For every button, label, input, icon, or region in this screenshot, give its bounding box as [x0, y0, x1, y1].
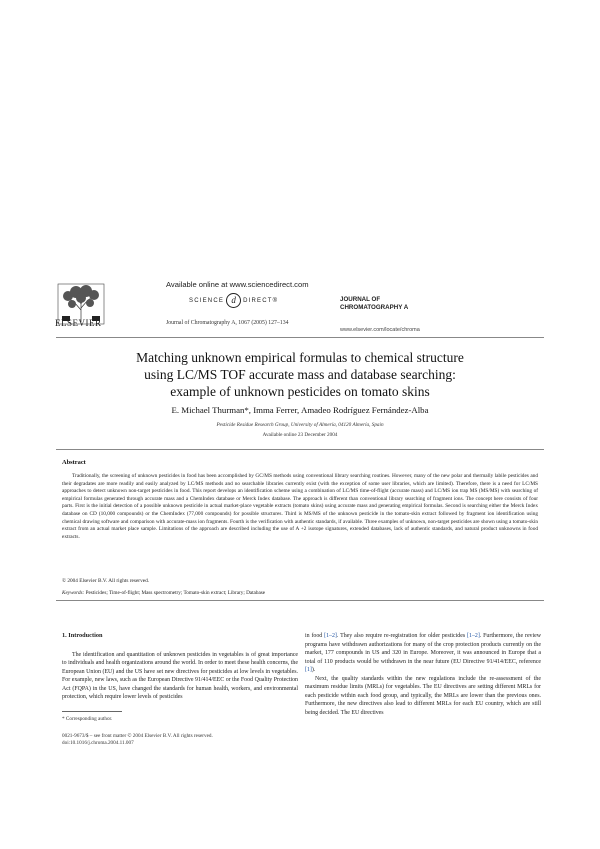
elsevier-wordmark: ELSEVIER: [55, 318, 102, 328]
corresponding-author-footnote: * Corresponding author.: [62, 716, 113, 722]
journal-name-line2: CHROMATOGRAPHY A: [340, 304, 409, 311]
keywords-label: Keywords:: [62, 590, 85, 596]
journal-url: www.elsevier.com/locate/chroma: [340, 327, 420, 333]
keywords-line: [62, 590, 265, 596]
sciencedirect-mark-icon: d: [226, 293, 241, 308]
abstract-text: Traditionally, the screening of unknown pesticides in food has been accomplished by GC/MS methods using conventional library searching routines. However, many of the new polar and thermally labile pesticides and their degradates are more readily and easily analyzed by LC/MS methods and no searchable libraries currently exist (with the exception of some user libraries, which are limited). Therefore, there is a need for LC/MS approaches to detect unknown non-target pesticides in food. This report develops an identification scheme using a combination of LC/MS time-of-flight (accurate mass) and LC/MS ion trap MS (MS/MS) with searching of empirical formulas generated through accurate mass and a ChemIndex database or Merck Index database. The approach is different than conventional library searching of fragment ions. The concept here consists of four parts. First is the initial detection of a possible unknown pesticide in actual market-place vegetable extracts (tomato skins) using accurate mass and generating empirical formulas. Second is searching either the Merck Index database on CD (10,000 compounds) or the ChemIndex (77,000 compounds) for possible structures. Third is MS/MS of the unknown pesticide in the tomato-skin extract followed by fragment ion identification using chemical drawing software and comparison with accurate-mass ion fragments. Fourth is the verification with authentic standards, if available. Three examples of unknown, non-target pesticides are shown using a tomato-skin extract from an actual market place sample. Limitations of the approach are described including the use of A +2 isotope signatures, extended databases, lack of authentic standards, and natural product unknowns in food extracts.: [62, 473, 538, 540]
doi-line: doi:10.1016/j.chroma.2004.11.007: [62, 740, 134, 746]
footnote-divider: [62, 711, 122, 712]
journal-name-line1: JOURNAL OF: [340, 296, 381, 303]
journal-name: [340, 296, 408, 312]
abstract-copyright: © 2004 Elsevier B.V. All rights reserved.: [62, 578, 150, 584]
sciencedirect-left: SCIENCE: [189, 297, 225, 304]
front-matter-line: 0021-9673/$ – see front matter © 2004 Elsevier B.V. All rights reserved.: [62, 733, 213, 739]
available-online-date: Available online 23 December 2004: [262, 432, 338, 438]
reference-link[interactable]: [1]: [305, 667, 312, 673]
abstract-body: [62, 473, 538, 541]
intro-paragraph-1-cont: [305, 632, 541, 675]
author-list: E. Michael Thurman*, Imma Ferrer, Amadeo Rodríguez Fernández-Alba: [171, 405, 429, 415]
sciencedirect-right: DIRECT®: [243, 297, 279, 304]
available-online-text: Available online at www.sciencedirect.com: [166, 280, 309, 289]
journal-citation: Journal of Chromatography A, 1067 (2005) 127–134: [166, 320, 289, 326]
body-column-right: [305, 632, 541, 717]
title-line-2: using LC/MS TOF accurate mass and database searching:: [144, 367, 456, 382]
reference-link[interactable]: [1–2]: [467, 633, 480, 639]
intro-paragraph-1: The identification and quantitation of unknown pesticides in vegetables is of great importance to individuals and health organizations around the world. In order to meet these health concerns, the European Union (EU) and the US have set new directives for pesticides at low levels in vegetables. For example, new laws, such as the European Directive 91/414/EEC or the Food Quality Protection Act (FQPA) in the US, have changed the standards for human health, workers, and environmental protection, which require lower levels of pesticides: [62, 651, 298, 700]
keywords-list: Pesticides; Time-of-flight; Mass spectrometry; Tomato-skin extract; Library; Database: [85, 590, 266, 596]
intro-paragraph-2: Next, the quality standards within the new regulations include the re-assessment of the maximum residue limits (MRLs) for vegetables. The EU directives are setting different MRLs for each pesticide within each food group, and typically, the MRLs are lower than the previous ones. Furthermore, the new directives also lead to different MRLs for each EU country, which are still being decided. The EU directives: [305, 675, 541, 716]
reference-link[interactable]: [1–2]: [324, 633, 337, 639]
para-text: ).: [311, 667, 316, 673]
affiliation: Pesticide Residue Research Group, University of Almería, 04120 Almería, Spain: [216, 422, 384, 428]
publication-info: [62, 733, 213, 747]
para-text: . They also require re-registration for older pesticides: [336, 633, 468, 639]
title-line-3: example of unknown pesticides on tomato skins: [170, 384, 430, 399]
body-column-left: [62, 632, 298, 702]
header-divider: [56, 337, 544, 338]
sciencedirect-logo: [189, 293, 278, 308]
abstract-bottom-divider: [56, 600, 544, 601]
section-heading: 1. Introduction: [62, 632, 103, 639]
abstract-top-divider: [56, 449, 544, 450]
para-text: . Furthermore, the review programs have withdrawn authorizations for many of the crop protection products currently on the market, 177 compounds in US and 320 in Europe. Moreover, it was announced in Europe that a total of 110 products would be withdrawn in the near future (EU Directive 91/414/EEC, reference: [305, 633, 542, 665]
para-text: in food: [305, 633, 325, 639]
article-title: [56, 349, 544, 400]
abstract-heading: Abstract: [62, 459, 86, 466]
title-line-1: Matching unknown empirical formulas to chemical structure: [136, 350, 464, 365]
